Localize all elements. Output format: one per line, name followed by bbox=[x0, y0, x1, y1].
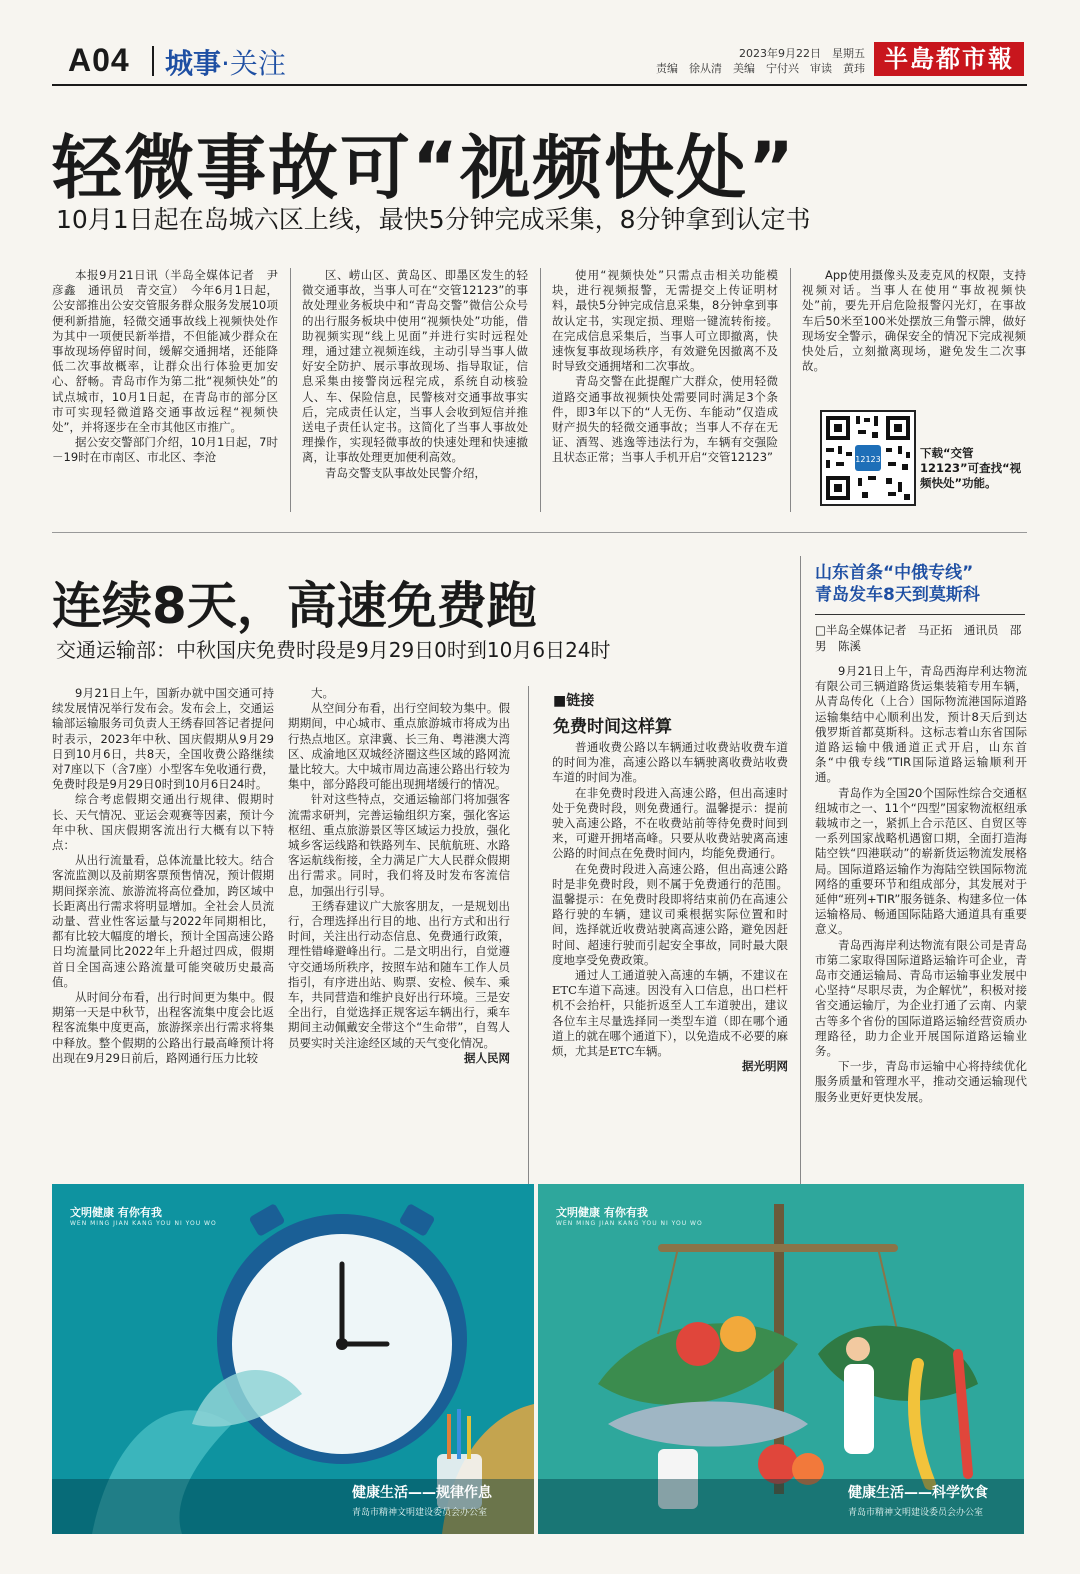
section-sub: 关注 bbox=[229, 47, 286, 80]
link-col-p1: 普通收费公路以车辆通过收费站收费车道的时间为准，高速公路以车辆驶离收费站收费车道的时间为准。 bbox=[552, 740, 788, 785]
story1-column-1 bbox=[52, 268, 278, 514]
story2-col2-p1: 大。 bbox=[311, 686, 334, 700]
poster-b-tag-pinyin: WEN MING JIAN KANG YOU NI YOU WO bbox=[556, 1220, 703, 1227]
link-title: 免费时间这样算 bbox=[553, 717, 672, 737]
story2-col1-p4: 从时间分布看，出行时间更为集中。假期第一天是中秋节，出程客流集中度会比返程客流集中度更高，旅游探亲出行需求将集中释放。整个假期的公路出行最高峰预计将出现在9月29日前后，路网通行压力比较 bbox=[52, 990, 274, 1065]
column-divider bbox=[290, 268, 291, 512]
story3-headline-line2: 青岛发车8天到莫斯科 bbox=[815, 585, 980, 605]
header-divider bbox=[152, 46, 154, 76]
story1-col3-p1: 使用“视频快处”只需点击相关功能模块，进行视频报警，无需提交上传证明材料，最快5分钟完成信息采集，8分钟拿到事故认定书，实现定损、理赔一键流转衔接。在完成信息采集后，当事人可立即撤离，快速恢复事故现场秩序，有效避免因撤离不及时导致交通拥堵和二次事故。 bbox=[552, 268, 778, 374]
story2-col1-p3: 从出行流量看，总体流量比较大。结合客流监测以及前期客票预售情况，预计假期期间探亲流、旅游流将高位叠加，跨区域中长距离出行需求将明显增加。全社会人员流动量、营业性客运量与2022年同期相比，都有比较大幅度的增长，预计全国高速公路日均流量同比2022年上升超过四成，假期首日全国高速公路流量可能突破历史最高值。 bbox=[52, 853, 274, 989]
link-col-p3: 在免费时段进入高速公路，但出高速公路时是非免费时段，则不属于免费通行的范围。温馨提示：在免费时段即将结束前仍在高速公路行驶的车辆，建议司乘根据实际位置和时间，选择就近收费站驶离高速公路，避免因赶时间、超速行驶而引起安全事故，同时最大限度地享受免费政策。 bbox=[552, 861, 788, 967]
story2-col2-p2: 从空间分布看，出行空间较为集中。假期期间，中心城市、重点旅游城市将成为出行热点地区。京津冀、长三角、粤港澳大湾区、成渝地区双城经济圈这些区域的路网流量比较大。大中城市周边高速公路出行较为集中，部分路段可能出现拥堵缓行的情况。 bbox=[288, 701, 510, 792]
column-divider bbox=[790, 268, 791, 512]
link-col-source: 据光明网 bbox=[742, 1059, 788, 1074]
newspaper-logo: 半島都市報 bbox=[874, 42, 1024, 76]
poster-a-org: 青岛市精神文明建设委员会办公室 bbox=[352, 1508, 488, 1518]
story3-byline: □半岛全媒体记者 马正拓 通讯员 邵男 陈溪 bbox=[815, 623, 1022, 653]
story1-column-4 bbox=[802, 268, 1026, 392]
story2-col1-p1: 9月21日上午，国新办就中国交通可持续发展情况举行发布会。发布会上，交通运输部运输服务司负责人王绣春回答记者提问时表示，2023年中秋、国庆假期从9月29日到10月6日，共8天，全国收费公路继续对7座以下（含7座）小型客车免收通行费，免费时段是9月29日0时到10月6日24时。 bbox=[52, 686, 274, 792]
story3-p2: 青岛作为全国20个国际性综合交通枢纽城市之一、11个“四型”国家物流枢纽承载城市之一，紧抓上合示范区、自贸区等一系列国家战略机遇窗口期，全面打造海陆空铁“四港联动”的崭新货运物流发展格局。国际道路运输作为海陆空铁国际物流网络的重要环节和组成部分，其发展对于延伸“班列+TIR”服务链条、构建多位一体运输格局、畅通国际陆路大通道具有重要意义。 bbox=[815, 785, 1027, 937]
header-rule bbox=[52, 84, 1027, 86]
story2-col2-source: 据人民网 bbox=[464, 1050, 510, 1065]
story2-subhead: 交通运输部：中秋国庆免费时段是9月29日0时到10月6日24时 bbox=[56, 638, 611, 662]
column-divider bbox=[540, 268, 541, 512]
story1-column-2 bbox=[302, 268, 528, 514]
staff-line: 责编 徐从清 美编 宁付兴 审读 黄玮 bbox=[656, 62, 865, 75]
link-tag: ■链接 bbox=[553, 693, 595, 709]
qr-label: 12123 bbox=[855, 455, 881, 464]
story1-col1-p2: 据公安交警部门介绍，10月1日起，7时－19时在市南区、市北区、李沧 bbox=[52, 435, 278, 465]
story1-col1-p1: 本报9月21日讯（半岛全媒体记者 尹彦鑫 通讯员 青交宣） 今年6月1日起，公安部推出公安交管服务群众服务发展10项便利新措施，轻微交通事故线上视频快处作为其中一项便民新举措，不但能减少群众在事故现场停留时间，缓解交通拥堵，还能降低二次事故概率，让群众出行体验更加安心、舒畅。青岛市作为第二批“视频快处”的试点城市，10月1日起，在青岛市的部分区市可实现轻微道路交通事故远程“视频快处”，并将逐步在全市其他区市推广。 bbox=[52, 268, 278, 435]
poster-a-tag-pinyin: WEN MING JIAN KANG YOU NI YOU WO bbox=[70, 1220, 217, 1227]
section-title bbox=[165, 42, 286, 82]
header-meta bbox=[640, 46, 865, 76]
story2-col2-p3: 针对这些特点，交通运输部门将加强客流需求研判，完善运输组织方案，强化客运枢纽、重点旅游景区等区域运力投放，强化城乡客运线路和铁路列车、民航航班、水路客运航线衔接，全力满足广大人民群众假期出行需求。同时，我们将及时发布客流信息，加强出行引导。 bbox=[288, 792, 510, 898]
poster-b-title: 健康生活——科学饮食 bbox=[848, 1485, 988, 1501]
story3-p4: 下一步，青岛市运输中心将持续优化服务质量和管理水平，推动交通运输现代服务业更好更快发展。 bbox=[815, 1059, 1027, 1104]
story1-col3-p2: 青岛交警在此提醒广大群众，使用轻微道路交通事故视频快处需要同时满足3个条件，即3年以下的“人无伤、车能动”仅造成财产损失的轻微交通事故；当事人不存在无证、酒驾、逃逸等违法行为，车辆有交强险且状态正常；当事人手机开启“交管12123” bbox=[552, 374, 778, 465]
story1-col2-p2: 青岛交警支队事故处民警介绍， bbox=[325, 465, 486, 480]
story2-headline: 连续8天，高速免费跑 bbox=[52, 577, 537, 635]
poster-diet bbox=[538, 1184, 1024, 1534]
story2-col2-p4: 王绣春建议广大旅客朋友，一是规划出行，合理选择出行目的地、出行方式和出行时间，关注出行动态信息、免费通行政策，理性错峰避峰出行。二是文明出行，自觉遵守交通场所秩序，按照车站和随车工作人员指引，有序进出站、购票、安检、候车、乘车，共同营造和维护良好出行环境。三是安全出行，自觉选择正规客运车辆出行，乘车期间主动佩戴安全带这个“生命带”，自驾人员要实时关注途经区域的天气变化情况。 bbox=[288, 898, 510, 1050]
qr-code[interactable] bbox=[820, 410, 916, 506]
story1-col4-p1: App使用摄像头及麦克风的权限，支持视频对话。当事人在使用“事故视频快处”前，要先开启危险报警闪光灯，在事故车后50米至100米处摆放三角警示牌，做好现场安全警示，确保安全的情况下完成视频快处后，立刻撤离现场，避免发生二次事故。 bbox=[802, 268, 1026, 374]
story3-headline bbox=[815, 562, 1030, 606]
section-sep: · bbox=[221, 47, 230, 80]
story3-headline-line1: 山东首条“中俄专线” bbox=[815, 563, 974, 583]
story1-subhead: 10月1日起在岛城六区上线，最快5分钟完成采集，8分钟拿到认定书 bbox=[56, 205, 811, 234]
story2-col1-p2: 综合考虑假期交通出行规律、假期时长、天气情况、亚运会观赛等因素，预计今年中秋、国庆假期客流出行大概有以下特点： bbox=[52, 792, 274, 853]
qr-code-icon bbox=[822, 412, 914, 504]
section-main: 城事 bbox=[165, 47, 222, 80]
poster-a-tag: 文明健康 有你有我 bbox=[70, 1206, 162, 1219]
qr-caption: 下载“交管12123”可查找“视频快处”功能。 bbox=[920, 446, 1022, 490]
poster-b-tag: 文明健康 有你有我 bbox=[556, 1206, 648, 1219]
story3-rule bbox=[815, 614, 1025, 615]
section-divider bbox=[52, 532, 1027, 533]
poster-b-org: 青岛市精神文明建设委员会办公室 bbox=[848, 1508, 984, 1518]
link-col-p4: 通过人工通道驶入高速的车辆，不建议在ETC车道下高速。因没有入口信息，出口栏杆机不会抬杆，只能折返至人工车道驶出，建议各位车主尽量选择同一类型车道（即在哪个通道上的就在哪个通道下），以免造成不必要的麻烦，尤其是ETC车辆。 bbox=[552, 968, 788, 1059]
poster-routine bbox=[52, 1184, 534, 1534]
date-line: 2023年9月22日 星期五 bbox=[739, 47, 865, 60]
poster-a-title: 健康生活——规律作息 bbox=[352, 1485, 492, 1501]
page-number: A04 bbox=[68, 42, 130, 78]
story1-col2-p1: 区、崂山区、黄岛区、即墨区发生的轻微交通事故，当事人可在“交管12123”的事故处理业务板块中和“青岛交警”微信公众号的出行服务板块中使用“视频快处”功能，借助视频实现“线上见面”并进行实时远程处理，通过建立视频连线，主动引导当事人做好安全防护、展示事故现场、指导取证，信息采集由接警岗远程完成，系统自动核验人、车、保险信息，民警核对交通事故事实后，完成责任认定，当事人会收到短信并推送电子责任认定书。这简化了当事人事故处理操作，实现轻微事故的快速处理和快速撤离，让事故处理更加便利高效。 bbox=[302, 268, 528, 465]
story1-column-3 bbox=[552, 268, 778, 514]
story1-headline: 轻微事故可“视频快处” bbox=[52, 127, 797, 209]
story3-p3: 青岛西海岸利达物流有限公司是青岛市第二家取得国际道路运输许可企业，青岛市交通运输局、青岛市运输事业发展中心坚持“尽职尽责，为企解忧”，积极对接省交通运输厅，为企业打通了云南、内蒙古等多个省份的国际道路运输经营资质办理路径，助力企业开展国际道路运输业务。 bbox=[815, 937, 1027, 1059]
story3-p1: 9月21日上午，青岛西海岸利达物流有限公司三辆道路货运集装箱专用车辆，从青岛传化（上合）国际物流港国际道路运输集结中心顺利出发，预计8天后到达俄罗斯首都莫斯科。这标志着山东省国际道路运输中俄通道正式开启，山东首条“中俄专线”TIR国际道路运输顺利开通。 bbox=[815, 664, 1027, 785]
link-col-p2: 在非免费时段进入高速公路，但出高速时处于免费时段，则免费通行。温馨提示：提前驶入高速公路，不在收费站前等待免费时间到来，可避开拥堵高峰。只要从收费站驶离高速公路的时间点在免费时间内，均能免费通行。 bbox=[552, 785, 788, 861]
